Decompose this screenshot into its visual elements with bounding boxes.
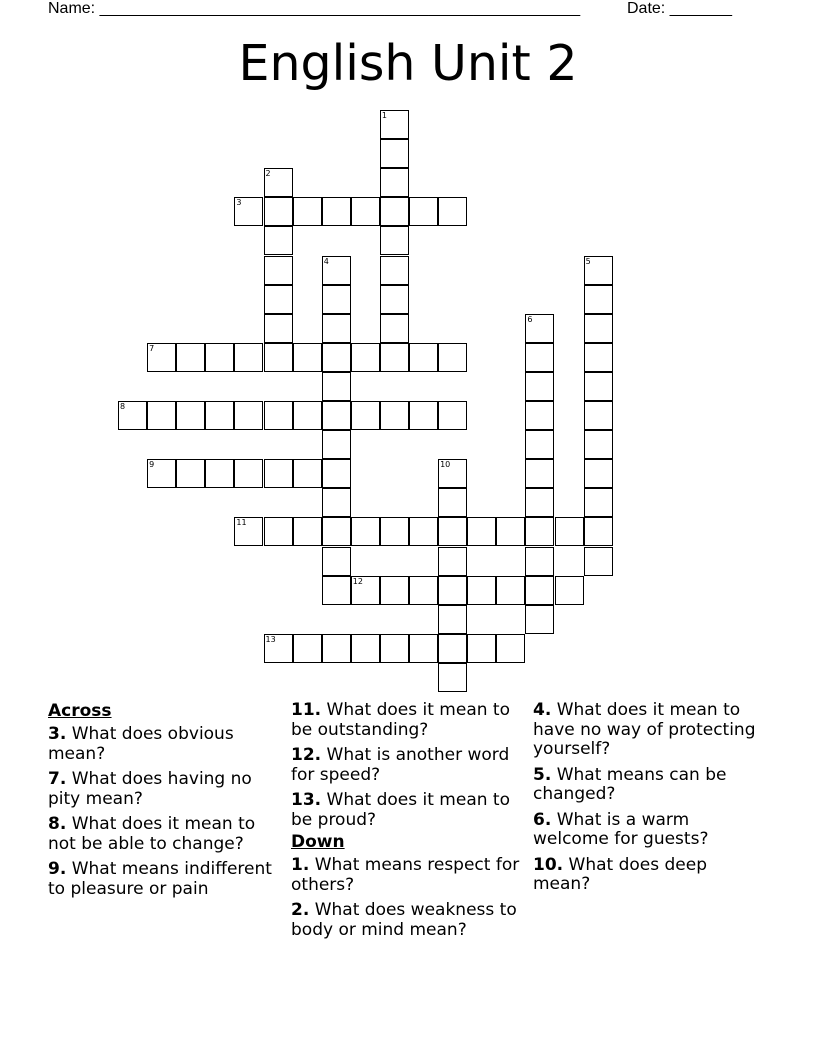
grid-cell[interactable] [525,372,554,401]
name-label: Name: [48,0,96,17]
grid-cell[interactable] [322,634,351,663]
grid-cell[interactable] [409,401,438,430]
clue-number: 13. [291,790,322,810]
grid-cell[interactable] [322,343,351,372]
clue-down-5 [533,766,763,805]
down-heading: Down [291,832,345,852]
grid-cell[interactable] [496,576,525,605]
grid-cell[interactable] [584,372,613,401]
grid-cell[interactable] [205,343,234,372]
cell-number: 1 [381,111,387,120]
grid-cell[interactable] [438,517,467,546]
grid-cell[interactable] [438,197,467,226]
clue-number: 8. [48,814,67,834]
cell-number: 8 [120,402,126,411]
grid-cell[interactable] [584,343,613,372]
grid-cell[interactable] [293,401,322,430]
grid-cell[interactable] [555,576,584,605]
grid-cell[interactable] [351,634,380,663]
grid-cell[interactable] [264,168,293,197]
grid-cell[interactable] [496,634,525,663]
grid-cell[interactable] [467,634,496,663]
grid-cell[interactable] [467,517,496,546]
clues-column-3 [533,701,763,901]
grid-cell[interactable] [176,459,205,488]
grid-cell[interactable] [525,343,554,372]
clue-across-3 [48,725,284,764]
grid-cell[interactable] [380,343,409,372]
name-line[interactable]: ______________________________________________________ [99,0,581,17]
grid-cell[interactable] [438,576,467,605]
grid-cell[interactable] [205,401,234,430]
clue-text: What does it mean to have no way of protecting yourself? [533,700,756,759]
grid-cell[interactable] [351,517,380,546]
grid-cell[interactable] [264,226,293,255]
cell-number: 12 [352,576,363,586]
clue-number: 10. [533,854,564,875]
grid-cell[interactable] [351,401,380,430]
grid-cell[interactable] [380,139,409,168]
grid-cell[interactable] [264,634,293,663]
date-line[interactable]: _______ [669,0,732,17]
grid-cell[interactable] [118,401,147,430]
grid-cell[interactable] [438,488,467,517]
clue-number: 11. [291,700,322,720]
clue-across-13 [291,791,523,830]
cell-number: 6 [527,314,533,324]
grid-cell[interactable] [380,197,409,226]
cell-number: 9 [149,460,155,470]
grid-cell[interactable] [264,517,293,546]
grid-cell[interactable] [293,517,322,546]
grid-cell[interactable] [264,401,293,430]
clue-number: 3. [48,724,67,744]
grid-cell[interactable] [264,256,293,285]
cell-number: 4 [323,256,329,266]
clue-down-6 [533,811,763,850]
grid-cell[interactable] [584,547,613,576]
clue-across-7 [48,770,284,809]
clue-text: What does having no pity mean? [48,769,252,809]
grid-cell[interactable] [264,314,293,343]
grid-cell[interactable] [147,401,176,430]
grid-cell[interactable] [584,430,613,459]
clue-down-4 [533,701,763,760]
grid-cell[interactable] [380,285,409,314]
grid-cell[interactable] [409,517,438,546]
clue-text: What does weakness to body or mind mean? [291,900,517,940]
date-label: Date: [627,0,666,17]
grid-cell[interactable] [380,256,409,285]
clue-down-1 [291,856,523,895]
grid-cell[interactable] [525,459,554,488]
grid-cell[interactable] [293,459,322,488]
grid-cell[interactable] [555,517,584,546]
clue-text: What is another word for speed? [291,745,510,785]
grid-cell[interactable] [467,576,496,605]
cell-number: 11 [236,518,247,528]
grid-cell[interactable] [525,517,554,546]
grid-cell[interactable] [322,488,351,517]
grid-cell[interactable] [264,197,293,226]
clue-number: 2. [291,900,310,920]
clue-number: 7. [48,769,67,789]
clue-number: 5. [533,764,552,785]
clue-number: 12. [291,745,322,765]
grid-cell[interactable] [438,605,467,634]
grid-cell[interactable] [234,343,263,372]
grid-cell[interactable] [584,488,613,517]
clue-text: What means can be changed? [533,764,727,804]
grid-cell[interactable] [438,343,467,372]
clue-text: What means respect for others? [291,855,520,895]
grid-cell[interactable] [293,343,322,372]
grid-cell[interactable] [380,168,409,197]
cell-number: 10 [440,460,451,470]
grid-cell[interactable] [147,459,176,488]
grid-cell[interactable] [438,663,467,692]
grid-cell[interactable] [525,314,554,343]
cell-number: 13 [265,634,276,644]
grid-cell[interactable] [525,430,554,459]
grid-cell[interactable] [584,256,613,285]
grid-cell[interactable] [322,372,351,401]
grid-cell[interactable] [322,197,351,226]
clue-across-12 [291,746,523,785]
grid-cell[interactable] [380,314,409,343]
grid-cell[interactable] [322,547,351,576]
grid-cell[interactable] [322,576,351,605]
grid-cell[interactable] [584,401,613,430]
across-heading: Across [48,701,112,721]
grid-cell[interactable] [176,401,205,430]
grid-cell[interactable] [380,401,409,430]
grid-cell[interactable] [584,314,613,343]
grid-cell[interactable] [438,634,467,663]
grid-cell[interactable] [525,547,554,576]
grid-cell[interactable] [234,517,263,546]
grid-cell[interactable] [322,517,351,546]
grid-cell[interactable] [264,343,293,372]
clue-text: What does it mean to be outstanding? [291,700,510,740]
grid-cell[interactable] [380,110,409,139]
grid-cell[interactable] [525,605,554,634]
grid-cell[interactable] [293,634,322,663]
cell-number: 2 [265,169,271,179]
grid-cell[interactable] [380,226,409,255]
grid-cell[interactable] [264,285,293,314]
cell-number: 7 [149,343,155,353]
clue-down-10 [533,856,763,895]
grid-cell[interactable] [438,547,467,576]
grid-cell[interactable] [584,517,613,546]
clue-number: 9. [48,859,67,879]
grid-cell[interactable] [234,459,263,488]
clue-across-8 [48,815,284,854]
grid-cell[interactable] [584,285,613,314]
grid-cell[interactable] [322,314,351,343]
clue-text: What means indifferent to pleasure or pain [48,859,272,899]
grid-cell[interactable] [234,197,263,226]
clue-across-9 [48,860,284,899]
grid-cell[interactable] [380,517,409,546]
grid-cell[interactable] [525,488,554,517]
grid-cell[interactable] [380,576,409,605]
clue-number: 4. [533,700,552,720]
clue-number: 1. [291,855,310,875]
grid-cell[interactable] [496,517,525,546]
clue-text: What does deep mean? [533,854,708,894]
grid-cell[interactable] [409,576,438,605]
clue-across-11 [291,701,523,740]
grid-cell[interactable] [322,430,351,459]
grid-cell[interactable] [380,634,409,663]
grid-cell[interactable] [438,401,467,430]
grid-cell[interactable] [525,576,554,605]
grid-cell[interactable] [409,343,438,372]
clue-text: What does it mean to not be able to change? [48,814,256,854]
grid-cell[interactable] [322,459,351,488]
grid-cell[interactable] [322,256,351,285]
grid-cell[interactable] [264,459,293,488]
clues-column-2 [291,701,523,946]
cell-number: 3 [236,198,242,208]
clue-number: 6. [533,809,552,830]
cell-number: 5 [585,256,591,266]
clue-text: What does it mean to be proud? [291,790,510,830]
grid-cell[interactable] [293,197,322,226]
page-title: English Unit 2 [238,35,578,92]
grid-cell[interactable] [147,343,176,372]
grid-cell[interactable] [351,197,380,226]
grid-cell[interactable] [409,634,438,663]
clue-down-2 [291,901,523,940]
grid-cell[interactable] [438,459,467,488]
grid-cell[interactable] [409,197,438,226]
grid-cell[interactable] [322,401,351,430]
grid-cell[interactable] [525,401,554,430]
clue-text: What is a warm welcome for guests? [533,809,709,849]
grid-cell[interactable] [176,343,205,372]
grid-cell[interactable] [234,401,263,430]
grid-cell[interactable] [584,459,613,488]
grid-cell[interactable] [351,343,380,372]
grid-cell[interactable] [322,285,351,314]
grid-cell[interactable] [205,459,234,488]
clues-column-1 [48,701,284,905]
clue-text: What does obvious mean? [48,724,234,764]
grid-cell[interactable] [351,576,380,605]
